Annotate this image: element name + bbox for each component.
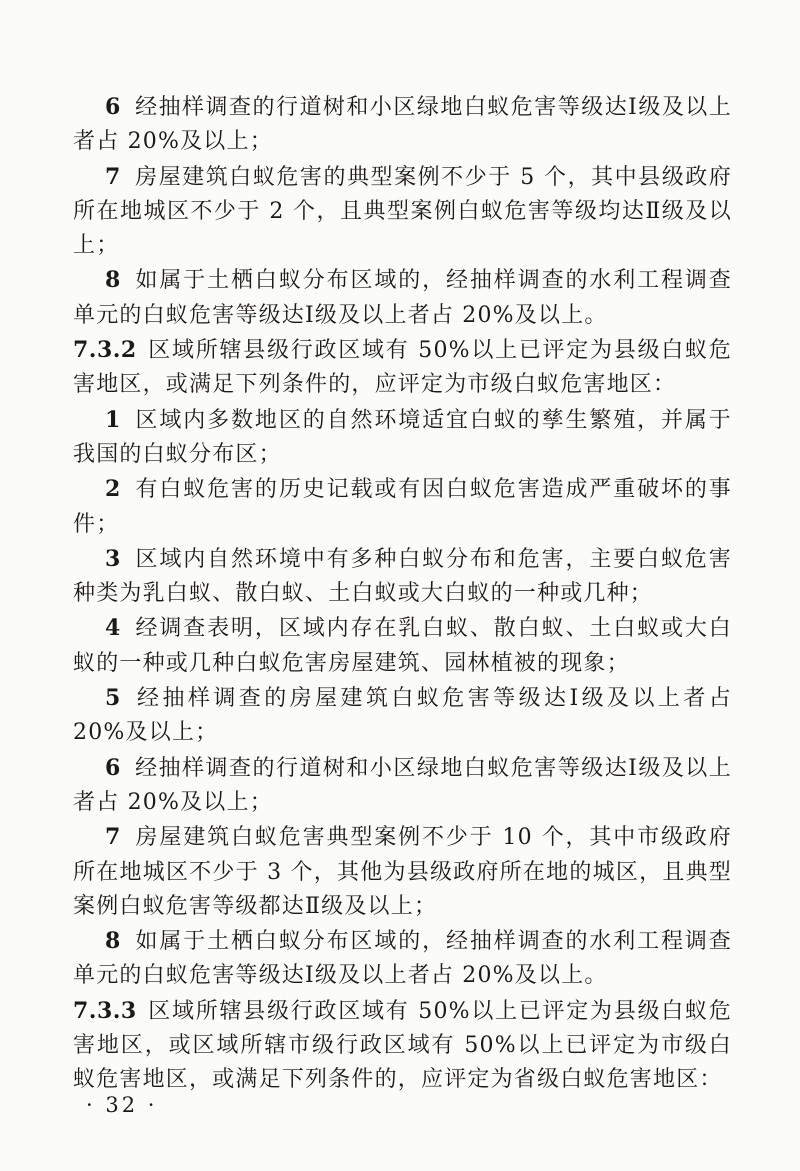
item-number: 4 bbox=[105, 615, 121, 642]
paragraph-text: 房屋建筑白蚁危害典型案例不少于 10 个，其中市级政府所在地城区不少于 3 个，其他为县级政府所在地的城区，且典型案例白蚁危害等级都达Ⅱ级及以上； bbox=[73, 825, 732, 919]
list-item-paragraph bbox=[73, 820, 732, 924]
item-number: 6 bbox=[105, 754, 121, 781]
clause-number: 7.3.2 bbox=[73, 337, 137, 364]
clause-number: 7.3.3 bbox=[73, 997, 137, 1024]
paragraph-text: 房屋建筑白蚁危害的典型案例不少于 5 个，其中县级政府所在地城区不少于 2 个，且典型案例白蚁危害等级均达Ⅱ级及以上； bbox=[73, 164, 732, 259]
paragraph-text: 如属于土栖白蚁分布区域的，经抽样调查的水利工程调查单元的白蚁危害等级达Ⅰ级及以上者占 20%及以上。 bbox=[73, 268, 732, 328]
list-item-paragraph bbox=[73, 263, 732, 333]
item-number: 7 bbox=[105, 163, 121, 190]
item-number: 2 bbox=[105, 476, 121, 503]
item-number: 7 bbox=[105, 824, 121, 851]
list-item-paragraph bbox=[73, 611, 732, 681]
item-number: 5 bbox=[105, 685, 121, 712]
item-number: 8 bbox=[105, 267, 121, 294]
list-item-paragraph bbox=[73, 924, 732, 994]
clause-paragraph bbox=[73, 994, 732, 1098]
list-item-paragraph bbox=[73, 403, 732, 473]
item-number: 1 bbox=[105, 406, 121, 433]
list-item-paragraph bbox=[73, 751, 732, 821]
paragraph-text: 区域所辖县级行政区域有 50%以上已评定为县级白蚁危害地区，或满足下列条件的，应评定为市级白蚁危害地区： bbox=[73, 338, 732, 398]
paragraph-text: 经调查表明，区域内存在乳白蚁、散白蚁、土白蚁或大白蚁的一种或几种白蚁危害房屋建筑、园林植被的现象； bbox=[73, 616, 732, 676]
paragraph-text: 经抽样调查的行道树和小区绿地白蚁危害等级达Ⅰ级及以上者占 20%及以上； bbox=[73, 95, 732, 155]
clause-paragraph bbox=[73, 333, 732, 403]
list-item-paragraph bbox=[73, 160, 732, 264]
page-number: · 32 · bbox=[86, 1093, 158, 1117]
item-number: 8 bbox=[105, 928, 121, 955]
paragraph-text: 区域内多数地区的自然环境适宜白蚁的孳生繁殖，并属于我国的白蚁分布区； bbox=[73, 407, 732, 467]
list-item-paragraph bbox=[73, 542, 732, 612]
paragraph-text: 区域内自然环境中有多种白蚁分布和危害，主要白蚁危害种类为乳白蚁、散白蚁、土白蚁或大白蚁的一种或几种； bbox=[73, 546, 732, 607]
paragraph-text: 经抽样调查的房屋建筑白蚁危害等级达Ⅰ级及以上者占 20%及以上； bbox=[73, 686, 732, 746]
paragraph-text: 区域所辖县级行政区域有 50%以上已评定为县级白蚁危害地区，或区域所辖市级行政区域有 50%以上已评定为市级白蚁危害地区，或满足下列条件的，应评定为省级白蚁危害地区： bbox=[73, 998, 732, 1093]
item-number: 3 bbox=[105, 545, 121, 572]
paragraph-text: 如属于土栖白蚁分布区域的，经抽样调查的水利工程调查单元的白蚁危害等级达Ⅰ级及以上者占 20%及以上。 bbox=[73, 929, 732, 989]
paragraph-text: 经抽样调查的行道树和小区绿地白蚁危害等级达Ⅰ级及以上者占 20%及以上； bbox=[73, 755, 732, 815]
paragraph-text: 有白蚁危害的历史记载或有因白蚁危害造成严重破坏的事件； bbox=[73, 477, 732, 537]
list-item-paragraph bbox=[73, 90, 732, 160]
text-column bbox=[73, 90, 732, 1098]
list-item-paragraph bbox=[73, 681, 732, 751]
list-item-paragraph bbox=[73, 472, 732, 542]
item-number: 6 bbox=[105, 94, 121, 120]
